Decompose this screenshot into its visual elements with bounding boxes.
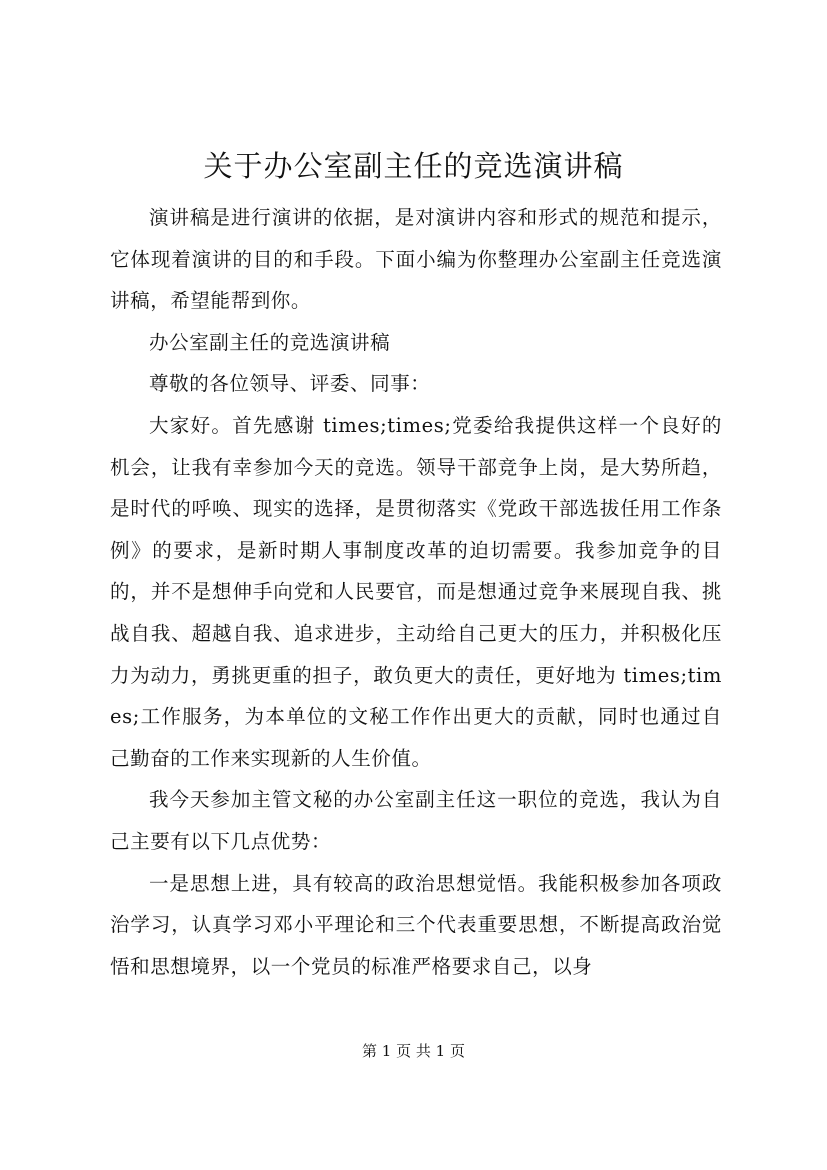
paragraph-advantages-intro: 我今天参加主管文秘的办公室副主任这一职位的竞选，我认为自己主要有以下几点优势： [110, 788, 722, 853]
document-title: 关于办公室副主任的竞选演讲稿 [203, 149, 624, 183]
paragraph-greeting: 大家好。首先感谢 times;times;党委给我提供这样一个良好的机会，让我有幸参加今天的竞选。领导干部竞争上岗，是大势所趋，是时代的呼唤、现实的选择，是贯彻落实《党政干部选拔任用工作条例》的要求，是新时期人事制度改革的迫切需要。我参加竞争的目的，并不是想伸手向党和人民要官，而是想通过竞争来展现自我、挑战自我、超越自我、追求进步，主动给自己更大的压力，并积极化压力为动力，勇挑更重的担子，敢负更大的责任，更好地为 times;times;工作服务，为本单位的文秘工作作出更大的贡献，同时也通过自己勤奋的工作来实现新的人生价值。 [110, 413, 722, 770]
document-body [110, 197, 722, 987]
paragraph-subtitle: 办公室副主任的竞选演讲稿 [149, 330, 391, 354]
paragraph-salutation: 尊敬的各位领导、评委、同事： [149, 372, 431, 396]
paragraph-intro: 演讲稿是进行演讲的依据，是对演讲内容和形式的规范和提示，它体现着演讲的目的和手段。下面小编为你整理办公室副主任竞选演讲稿，希望能帮到你。 [110, 206, 722, 313]
page-footer: 第 1 页 共 1 页 [362, 1042, 465, 1060]
paragraph-advantage-one: 一是思想上进，具有较高的政治思想觉悟。我能积极参加各项政治学习，认真学习邓小平理论和三个代表重要思想，不断提高政治觉悟和思想境界，以一个党员的标准严格要求自己，以身 [110, 871, 722, 978]
